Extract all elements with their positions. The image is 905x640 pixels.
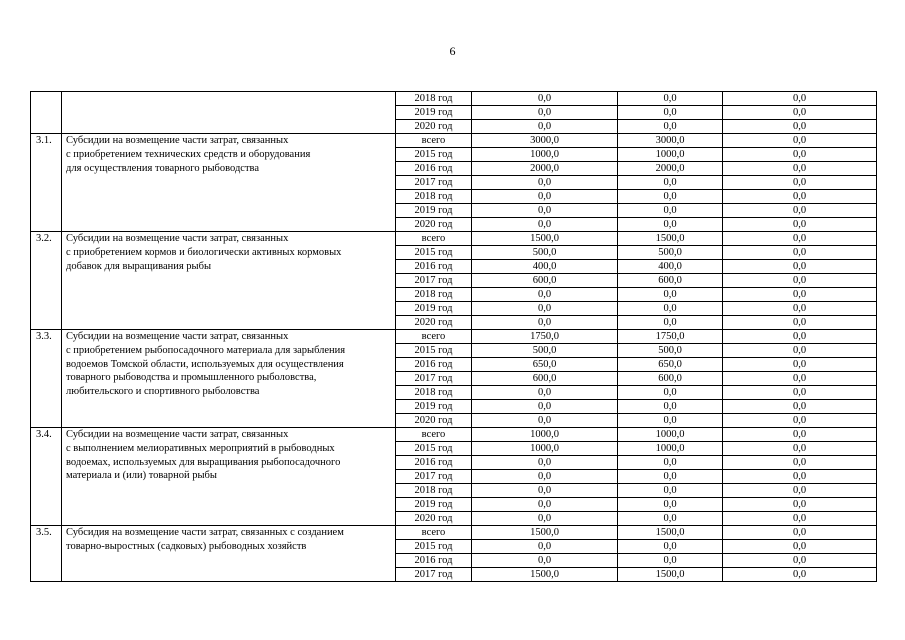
year-cell: 2018 год [396,288,472,302]
other-sources-cell: 0,0 [723,302,877,316]
total-value-cell: 650,0 [472,358,618,372]
year-cell: всего [396,134,472,148]
other-sources-cell: 0,0 [723,344,877,358]
other-sources-cell: 0,0 [723,274,877,288]
regional-budget-cell: 0,0 [618,386,723,400]
other-sources-cell: 0,0 [723,190,877,204]
year-cell: 2020 год [396,120,472,134]
regional-budget-cell: 0,0 [618,400,723,414]
item-number: 3.3. [31,330,62,428]
other-sources-cell: 0,0 [723,246,877,260]
other-sources-cell: 0,0 [723,512,877,526]
subsidy-budget-table [30,91,877,582]
regional-budget-cell: 1500,0 [618,568,723,582]
other-sources-cell: 0,0 [723,428,877,442]
year-cell: 2016 год [396,260,472,274]
item-number [31,92,62,134]
total-value-cell: 0,0 [472,316,618,330]
other-sources-cell: 0,0 [723,218,877,232]
total-value-cell: 0,0 [472,302,618,316]
other-sources-cell: 0,0 [723,470,877,484]
regional-budget-cell: 0,0 [618,218,723,232]
year-cell: 2015 год [396,344,472,358]
item-description-cell [62,428,396,526]
regional-budget-cell: 0,0 [618,204,723,218]
other-sources-cell: 0,0 [723,456,877,470]
year-cell: 2018 год [396,92,472,106]
year-cell: 2015 год [396,148,472,162]
year-cell: всего [396,428,472,442]
regional-budget-cell: 600,0 [618,274,723,288]
other-sources-cell: 0,0 [723,554,877,568]
item-number: 3.4. [31,428,62,526]
regional-budget-cell: 1000,0 [618,148,723,162]
other-sources-cell: 0,0 [723,106,877,120]
other-sources-cell: 0,0 [723,484,877,498]
year-cell: 2017 год [396,176,472,190]
regional-budget-cell: 0,0 [618,288,723,302]
total-value-cell: 0,0 [472,92,618,106]
year-cell: 2019 год [396,400,472,414]
total-value-cell: 0,0 [472,120,618,134]
regional-budget-cell: 650,0 [618,358,723,372]
total-value-cell: 1750,0 [472,330,618,344]
regional-budget-cell: 1000,0 [618,428,723,442]
other-sources-cell: 0,0 [723,316,877,330]
item-description-cell [62,134,396,232]
year-cell: 2018 год [396,190,472,204]
year-cell: 2018 год [396,484,472,498]
table-row [31,330,877,344]
other-sources-cell: 0,0 [723,526,877,540]
year-cell: 2020 год [396,512,472,526]
regional-budget-cell: 0,0 [618,120,723,134]
other-sources-cell: 0,0 [723,260,877,274]
item-description: Субсидии на возмещение части затрат, связанных с приобретением рыбопосадочного материала для зарыбления водоемов Томской области, используемых для осуществления товарного рыбоводства и промышленного рыболовства, любительского и спортивного рыболовства [66,331,346,398]
other-sources-cell: 0,0 [723,442,877,456]
year-cell: 2015 год [396,442,472,456]
total-value-cell: 0,0 [472,218,618,232]
item-number: 3.1. [31,134,62,232]
regional-budget-cell: 3000,0 [618,134,723,148]
total-value-cell: 600,0 [472,274,618,288]
regional-budget-cell: 400,0 [618,260,723,274]
regional-budget-cell: 1750,0 [618,330,723,344]
year-cell: 2017 год [396,568,472,582]
total-value-cell: 3000,0 [472,134,618,148]
regional-budget-cell: 500,0 [618,246,723,260]
total-value-cell: 1500,0 [472,568,618,582]
item-number: 3.5. [31,526,62,582]
item-description-cell [62,526,396,582]
other-sources-cell: 0,0 [723,414,877,428]
year-cell: 2019 год [396,204,472,218]
total-value-cell: 1500,0 [472,526,618,540]
total-value-cell: 2000,0 [472,162,618,176]
year-cell: 2016 год [396,554,472,568]
item-description: Субсидия на возмещение части затрат, связанных с созданием товарно-выростных (садковых) рыбоводных хозяйств [66,527,344,552]
table-row [31,428,877,442]
item-description-cell [62,232,396,330]
total-value-cell: 0,0 [472,106,618,120]
total-value-cell: 600,0 [472,372,618,386]
regional-budget-cell: 1000,0 [618,442,723,456]
regional-budget-cell: 0,0 [618,92,723,106]
year-cell: 2019 год [396,498,472,512]
year-cell: 2016 год [396,456,472,470]
regional-budget-cell: 0,0 [618,106,723,120]
total-value-cell: 0,0 [472,498,618,512]
other-sources-cell: 0,0 [723,288,877,302]
regional-budget-cell: 0,0 [618,414,723,428]
total-value-cell: 500,0 [472,246,618,260]
year-cell: 2019 год [396,302,472,316]
year-cell: 2016 год [396,358,472,372]
regional-budget-cell: 0,0 [618,554,723,568]
year-cell: 2018 год [396,386,472,400]
other-sources-cell: 0,0 [723,400,877,414]
total-value-cell: 1000,0 [472,442,618,456]
table-row [31,134,877,148]
item-description: Субсидии на возмещение части затрат, связанных с приобретением кормов и биологически активных кормовых добавок для выращивания рыбы [66,233,342,272]
year-cell: 2020 год [396,218,472,232]
total-value-cell: 0,0 [472,288,618,302]
total-value-cell: 0,0 [472,414,618,428]
total-value-cell: 0,0 [472,456,618,470]
other-sources-cell: 0,0 [723,372,877,386]
regional-budget-cell: 0,0 [618,470,723,484]
regional-budget-cell: 0,0 [618,176,723,190]
regional-budget-cell: 0,0 [618,484,723,498]
regional-budget-cell: 0,0 [618,512,723,526]
total-value-cell: 500,0 [472,344,618,358]
regional-budget-cell: 0,0 [618,316,723,330]
regional-budget-cell: 0,0 [618,498,723,512]
table-row [31,232,877,246]
regional-budget-cell: 600,0 [618,372,723,386]
item-description-cell [62,92,396,134]
item-description-cell [62,330,396,428]
regional-budget-cell: 0,0 [618,456,723,470]
other-sources-cell: 0,0 [723,176,877,190]
other-sources-cell: 0,0 [723,120,877,134]
other-sources-cell: 0,0 [723,498,877,512]
total-value-cell: 0,0 [472,176,618,190]
regional-budget-cell: 500,0 [618,344,723,358]
other-sources-cell: 0,0 [723,148,877,162]
other-sources-cell: 0,0 [723,92,877,106]
other-sources-cell: 0,0 [723,330,877,344]
table-row [31,92,877,106]
total-value-cell: 0,0 [472,470,618,484]
other-sources-cell: 0,0 [723,386,877,400]
other-sources-cell: 0,0 [723,540,877,554]
other-sources-cell: 0,0 [723,204,877,218]
other-sources-cell: 0,0 [723,358,877,372]
regional-budget-cell: 2000,0 [618,162,723,176]
total-value-cell: 1000,0 [472,148,618,162]
year-cell: 2016 год [396,162,472,176]
total-value-cell: 0,0 [472,554,618,568]
total-value-cell: 0,0 [472,204,618,218]
total-value-cell: 0,0 [472,190,618,204]
total-value-cell: 0,0 [472,386,618,400]
year-cell: 2017 год [396,274,472,288]
total-value-cell: 0,0 [472,400,618,414]
total-value-cell: 1000,0 [472,428,618,442]
year-cell: 2020 год [396,316,472,330]
table-row [31,526,877,540]
year-cell: 2017 год [396,372,472,386]
year-cell: всего [396,526,472,540]
regional-budget-cell: 0,0 [618,302,723,316]
total-value-cell: 0,0 [472,540,618,554]
regional-budget-cell: 0,0 [618,190,723,204]
year-cell: 2019 год [396,106,472,120]
total-value-cell: 0,0 [472,512,618,526]
other-sources-cell: 0,0 [723,134,877,148]
other-sources-cell: 0,0 [723,232,877,246]
year-cell: 2015 год [396,540,472,554]
total-value-cell: 1500,0 [472,232,618,246]
year-cell: 2020 год [396,414,472,428]
year-cell: всего [396,232,472,246]
year-cell: 2017 год [396,470,472,484]
other-sources-cell: 0,0 [723,568,877,582]
other-sources-cell: 0,0 [723,162,877,176]
regional-budget-cell: 0,0 [618,540,723,554]
year-cell: всего [396,330,472,344]
total-value-cell: 400,0 [472,260,618,274]
item-number: 3.2. [31,232,62,330]
item-description: Субсидии на возмещение части затрат, связанных с выполнением мелиоративных мероприятий в рыбоводных водоемах, используемых для выращивания рыбопосадочного материала и (или) товарной рыбы [66,429,341,482]
regional-budget-cell: 1500,0 [618,232,723,246]
regional-budget-cell: 1500,0 [618,526,723,540]
item-description: Субсидии на возмещение части затрат, связанных с приобретением технических средств и оборудования для осуществления товарного рыбоводства [66,135,311,174]
page-number: 6 [449,44,456,58]
year-cell: 2015 год [396,246,472,260]
total-value-cell: 0,0 [472,484,618,498]
